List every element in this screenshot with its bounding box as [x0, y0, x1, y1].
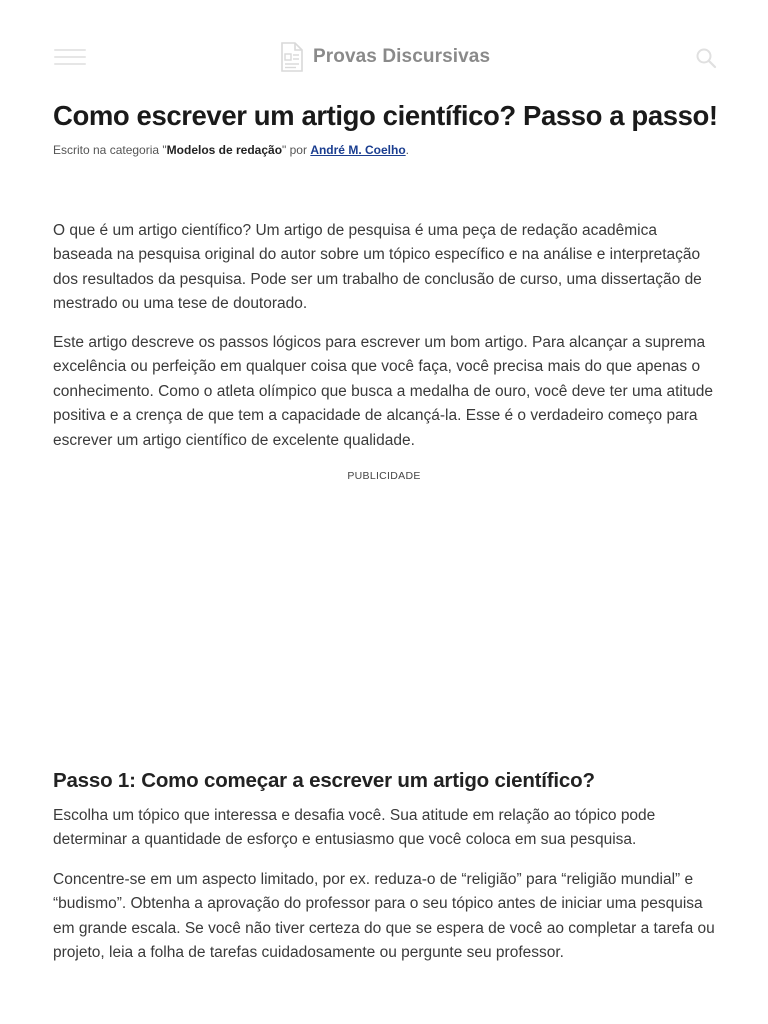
- article-byline: [53, 143, 409, 157]
- document-logo-icon: [279, 42, 305, 72]
- intro-paragraph: Este artigo descreve os passos lógicos para escrever um bom artigo. Para alcançar a suprema excelência ou perfeição em qualquer coisa que você faça, você precisa mais do que apenas o conhecimento. Como o atleta olímpico que busca a medalha de ouro, você deve ter uma atitude positiva e a crença de que tem a capacidade de alcançá-la. Esse é o verdadeiro começo para escrever um artigo científico de excelente qualidade.: [53, 334, 714, 449]
- site-brand[interactable]: [279, 42, 490, 72]
- intro-paragraph: O que é um artigo científico? Um artigo de pesquisa é uma peça de redação acadêmica baseada na pesquisa original do autor sobre um tópico específico e na análise e interpretação dos resultados da pesquisa. Pode ser um trabalho de conclusão de curso, uma dissertação de mestrado ou uma tese de doutorado.: [53, 222, 702, 313]
- author-link[interactable]: André M. Coelho: [310, 143, 406, 157]
- search-icon[interactable]: [694, 46, 718, 70]
- step-1-paragraph: Concentre-se em um aspecto limitado, por ex. reduza-o de “religião” para “religião mundial” e “budismo”. Obtenha a aprovação do professor para o seu tópico antes de iniciar uma pesquisa em grande escala. Se você não tiver certeza do que se espera de você ao completar a tarefa ou projeto, leia a folha de tarefas cuidadosamente ou pergunte seu professor.: [53, 871, 715, 962]
- site-header: [0, 0, 768, 112]
- step-1-paragraph: Escolha um tópico que interessa e desafia você. Sua atitude em relação ao tópico pode determinar a quantidade de esforço e entusiasmo que você coloca em sua pesquisa.: [53, 807, 656, 849]
- byline-middle: " por: [282, 143, 311, 157]
- hamburger-menu-icon[interactable]: [54, 49, 86, 67]
- section-heading-step-1: Passo 1: Como começar a escrever um artigo científico?: [53, 769, 595, 792]
- site-name: Provas Discursivas: [313, 46, 491, 67]
- ad-label: PUBLICIDADE: [347, 470, 421, 482]
- byline-prefix: Escrito na categoria ": [53, 143, 167, 157]
- category-link[interactable]: Modelos de redação: [166, 143, 283, 157]
- ad-slot[interactable]: [53, 490, 715, 740]
- article-title: Como escrever um artigo científico? Passo a passo!: [53, 100, 718, 131]
- byline-suffix: .: [405, 143, 409, 157]
